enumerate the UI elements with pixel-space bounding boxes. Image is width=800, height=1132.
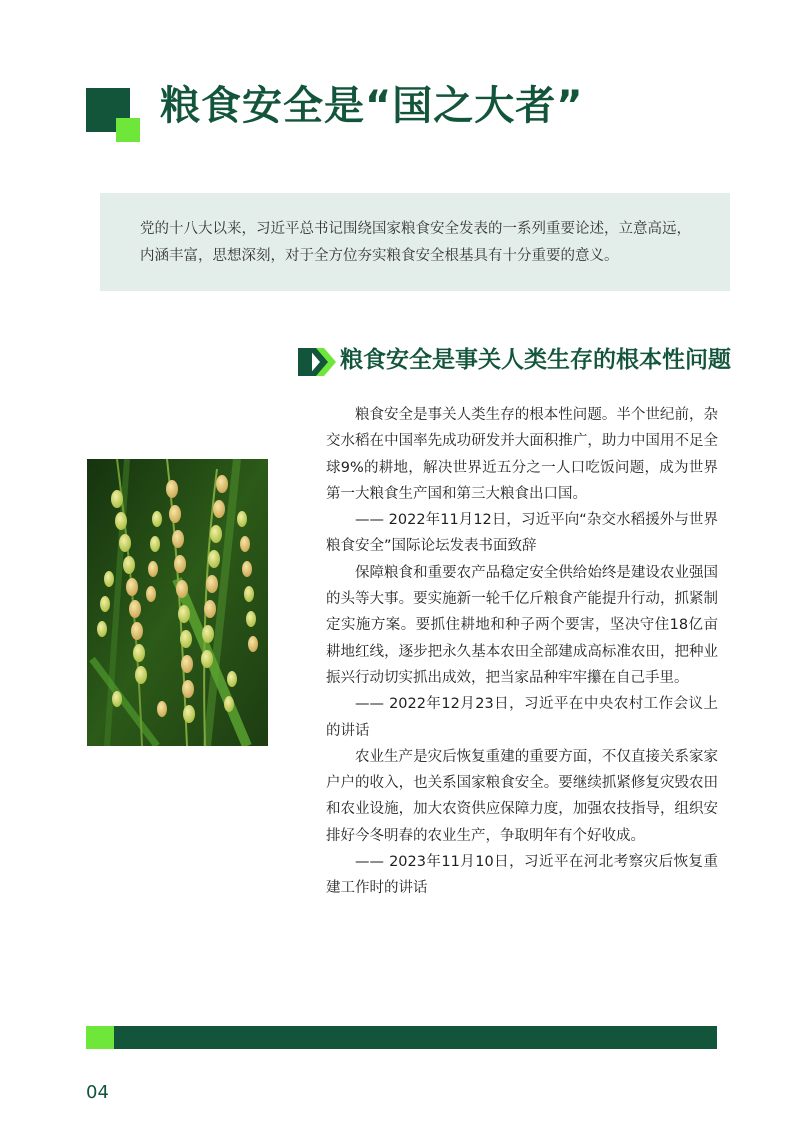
footer-bar-accent [86,1026,114,1049]
chevron-arrows-icon [298,348,336,376]
section-heading: 粮食安全是事关人类生存的根本性问题 [340,347,731,373]
paragraph-source-1: —— 2022年11月12日，习近平向“杂交水稻援外与世界粮食安全”国际论坛发表书面致辞 [326,512,718,555]
intro-box [100,193,730,291]
paragraph-source-2: —— 2022年12月23日，习近平在中央农村工作会议上的讲话 [326,696,718,739]
page-title: 粮食安全是“国之大者” [160,83,584,129]
article-body [326,402,718,902]
paragraph-quote-1: 粮食安全是事关人类生存的根本性问题。半个世纪前，杂交水稻在中国率先成功研发并大面积推广，助力中国用不足全球9%的耕地，解决世界近五分之一人口吃饭问题，成为世界第一大粮食生产国和第三大粮食出口国。 [326,407,718,502]
paragraph-quote-3: 农业生产是灾后恢复重建的重要方面，不仅直接关系家家户户的收入，也关系国家粮食安全。要继续抓紧修复灾毁农田和农业设施，加大农资供应保障力度，加强农技指导，组织安排好今冬明春的农业生产，争取明年有个好收成。 [326,748,718,844]
rice-photo [87,459,268,746]
paragraph-quote-2: 保障粮食和重要农产品稳定安全供给始终是建设农业强国的头等大事。要实施新一轮千亿斤粮食产能提升行动，抓紧制定实施方案。要抓住耕地和种子两个要害，坚决守住18亿亩耕地红线，逐步把永久基本农田全部建成高标准农田，把种业振兴行动切实抓出成效，把当家品种牢牢攥在自己手里。 [326,564,718,686]
title-square-light [116,118,140,142]
paragraph-source-3: —— 2023年11月10日，习近平在河北考察灾后恢复重建工作时的讲话 [326,854,718,897]
intro-text: 党的十八大以来，习近平总书记围绕国家粮食安全发表的一系列重要论述，立意高远，内涵丰富，思想深刻，对于全方位夯实粮食安全根基具有十分重要的意义。 [140,221,691,264]
footer-bar [114,1026,717,1049]
rice-plant-image [87,459,268,746]
page-number: 04 [86,1082,109,1103]
